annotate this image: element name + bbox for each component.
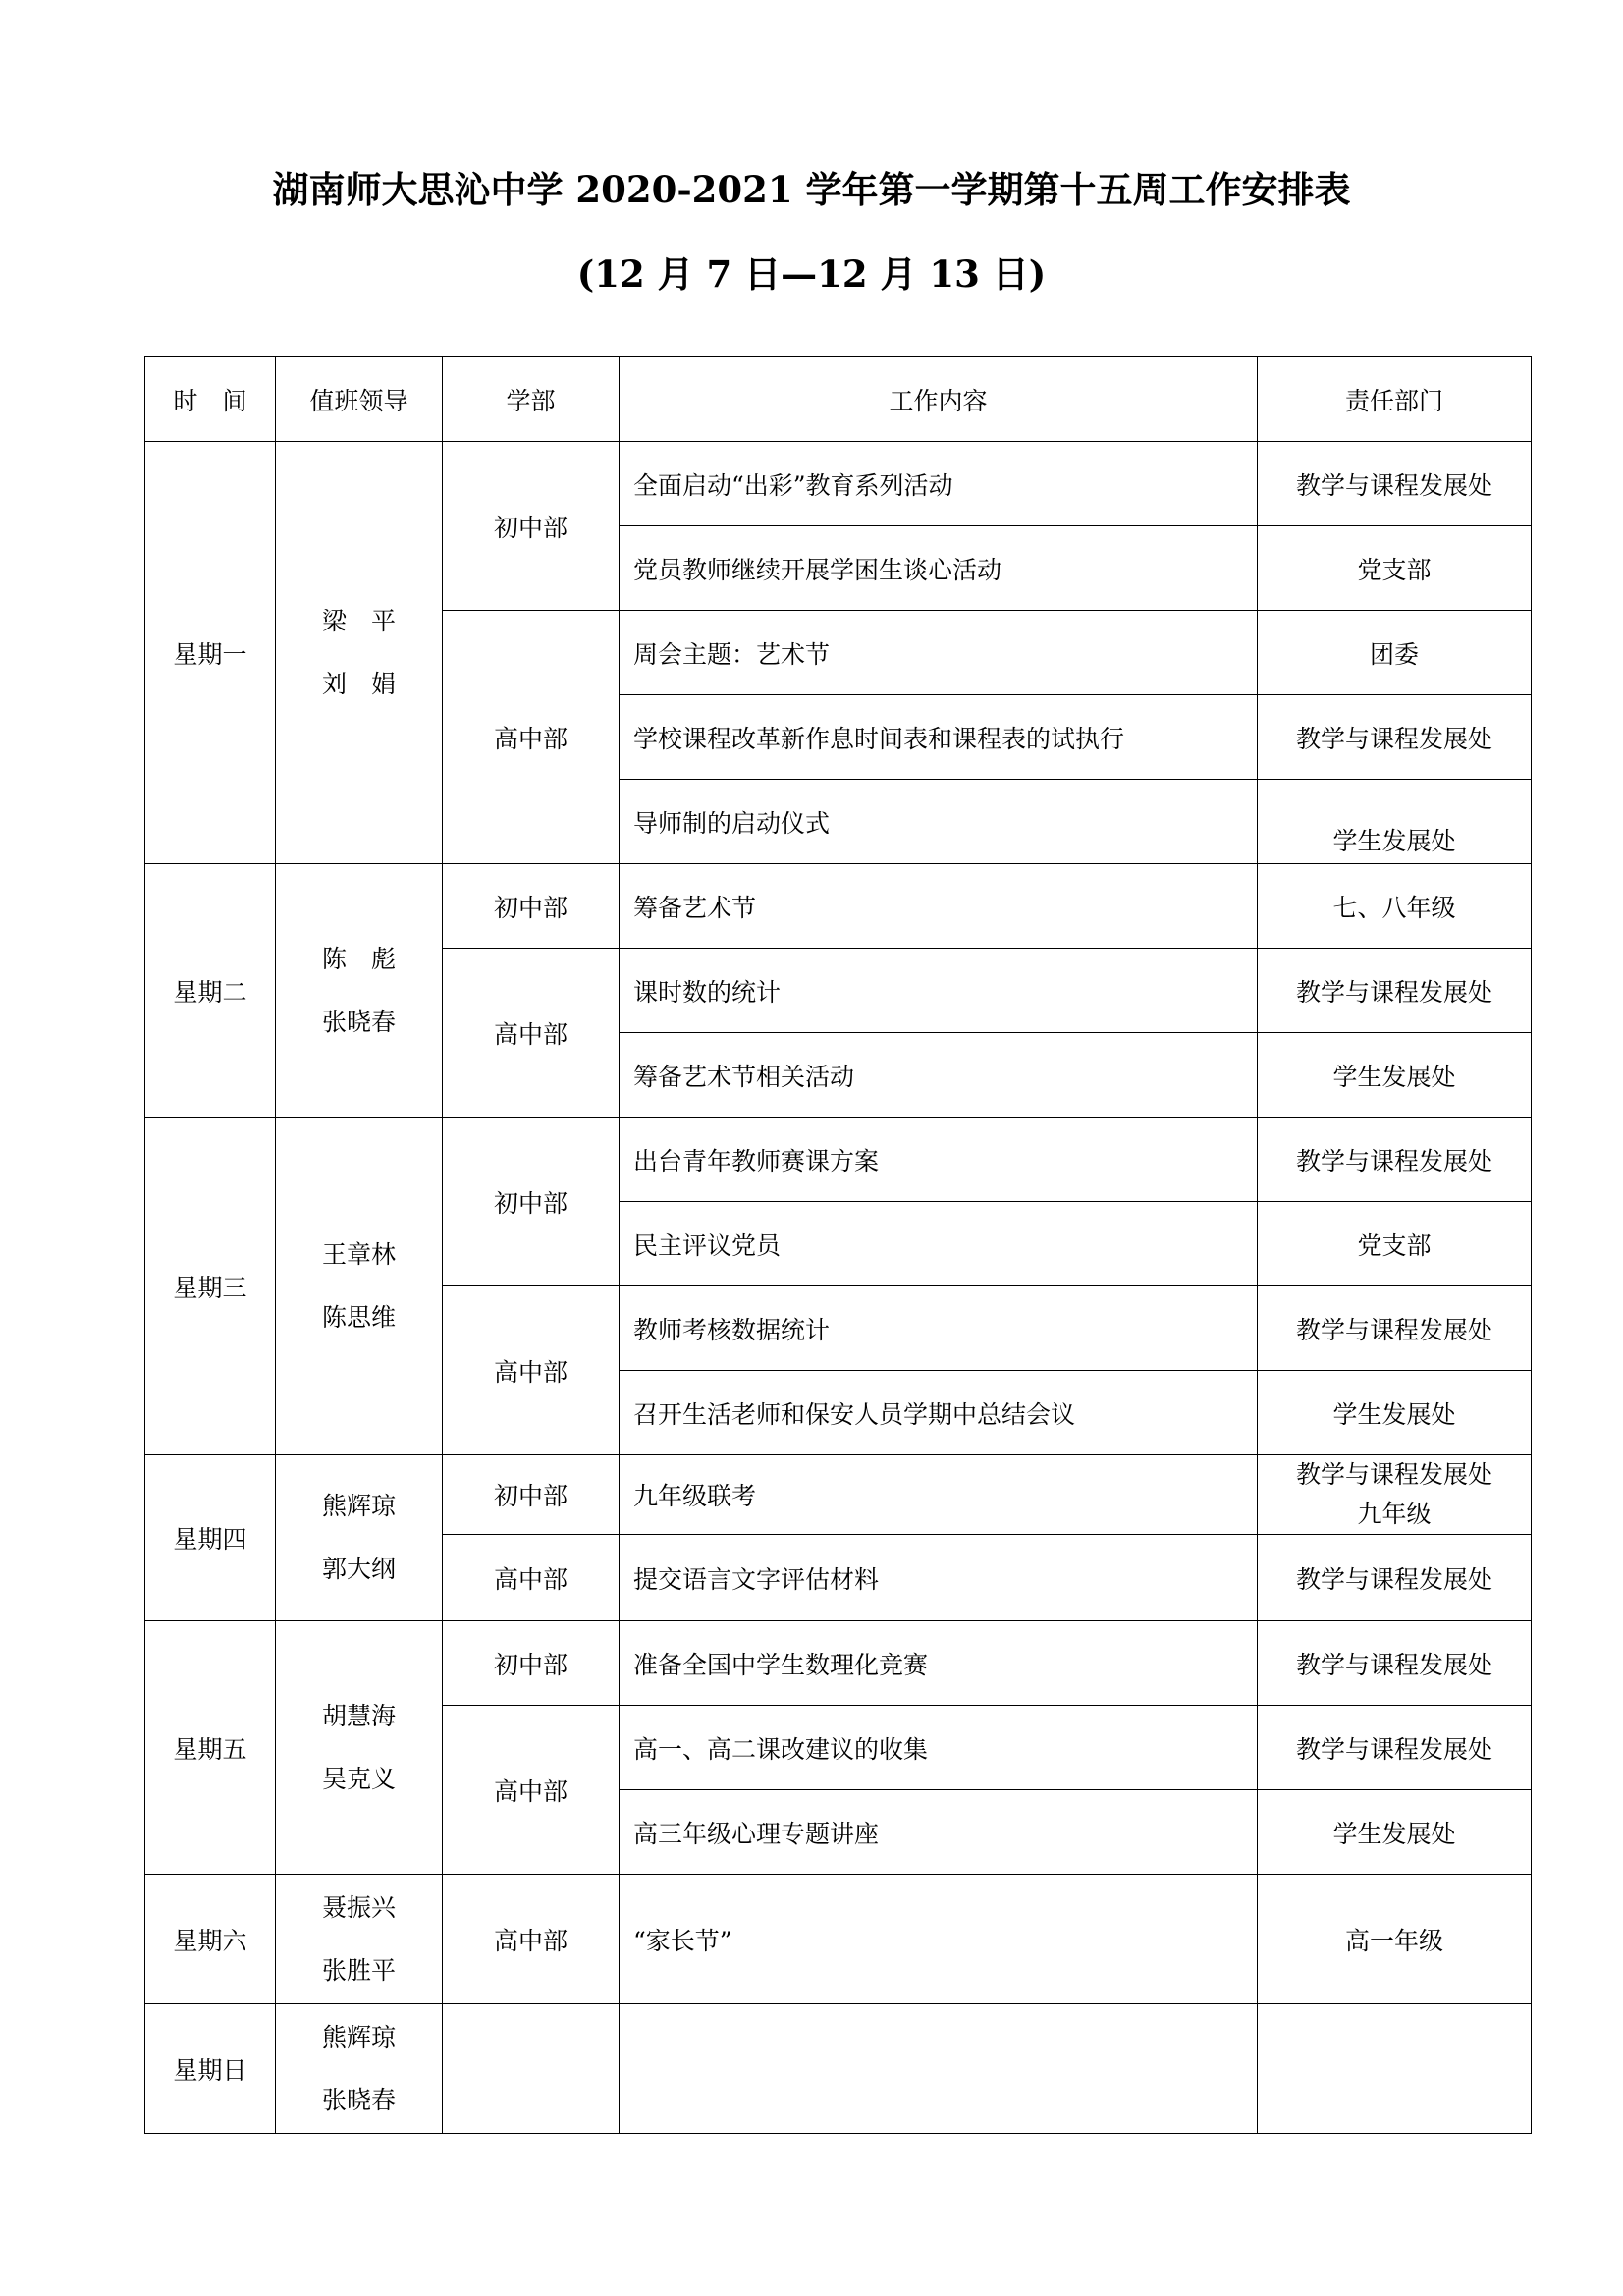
table-row	[145, 2004, 1532, 2134]
page-title: 湖南师大思沁中学 2020-2021 学年第一学期第十五周工作安排表	[272, 168, 1351, 211]
header-content: 工作内容	[620, 357, 1258, 442]
department-cell: 学生发展处	[1258, 1790, 1532, 1875]
division-cell: 高中部	[443, 1535, 620, 1621]
department-cell: 教学与课程发展处	[1258, 1535, 1532, 1621]
date-range: (12 月 7 日—12 月 13 日)	[576, 252, 1047, 296]
leader-name: 陈思维	[321, 1302, 396, 1332]
division-cell: 高中部	[443, 1706, 620, 1875]
content-cell: 导师制的启动仪式	[620, 780, 1258, 864]
content-cell: 筹备艺术节相关活动	[620, 1033, 1258, 1118]
leaders-cell	[276, 2004, 443, 2134]
schedule-table	[144, 356, 1532, 2134]
department-cell: 教学与课程发展处	[1258, 1286, 1532, 1371]
leader-name: 聂振兴	[321, 1892, 396, 1922]
leaders-cell	[276, 1875, 443, 2004]
department-cell: 教学与课程发展处	[1258, 949, 1532, 1033]
department-cell: 教学与课程发展处	[1258, 1118, 1532, 1202]
header-duty-leader: 值班领导	[276, 357, 443, 442]
division-cell: 高中部	[443, 949, 620, 1118]
content-cell: 召开生活老师和保安人员学期中总结会议	[620, 1371, 1258, 1455]
content-cell: 准备全国中学生数理化竞赛	[620, 1621, 1258, 1706]
division-cell: 初中部	[443, 1118, 620, 1286]
header-row	[145, 357, 1532, 442]
day-cell: 星期五	[145, 1621, 276, 1875]
department-cell: 党支部	[1258, 1202, 1532, 1286]
content-cell: 全面启动“出彩”教育系列活动	[620, 442, 1258, 526]
content-cell: 高一、高二课改建议的收集	[620, 1706, 1258, 1790]
leaders-cell	[276, 1455, 443, 1621]
leader-name: 熊辉琼	[321, 2022, 396, 2051]
header-time: 时 间	[145, 357, 276, 442]
division-cell: 初中部	[443, 864, 620, 949]
leaders-cell	[276, 864, 443, 1118]
content-cell: 党员教师继续开展学困生谈心活动	[620, 526, 1258, 611]
department-cell: 团委	[1258, 611, 1532, 695]
header-division: 学部	[443, 357, 620, 442]
department-cell: 教学与课程发展处	[1258, 695, 1532, 780]
leader-name: 张胜平	[321, 1955, 396, 1985]
division-cell: 高中部	[443, 611, 620, 864]
day-cell: 星期二	[145, 864, 276, 1118]
division-cell: 初中部	[443, 1455, 620, 1535]
leader-name: 张晓春	[321, 1007, 396, 1036]
day-cell: 星期六	[145, 1875, 276, 2004]
department-cell	[1258, 780, 1532, 864]
division-cell: 高中部	[443, 1875, 620, 2004]
day-cell: 星期日	[145, 2004, 276, 2134]
content-cell: 筹备艺术节	[620, 864, 1258, 949]
content-cell: 课时数的统计	[620, 949, 1258, 1033]
department-extra-text: 九年级	[1357, 1500, 1432, 1528]
leader-name: 刘 娟	[321, 669, 396, 698]
leader-name: 吴克义	[321, 1764, 396, 1793]
leader-name: 郭大纲	[321, 1555, 396, 1583]
table-row	[145, 864, 1532, 949]
department-cell: 高一年级	[1258, 1875, 1532, 2004]
leader-name: 胡慧海	[321, 1701, 396, 1730]
leaders-cell	[276, 442, 443, 864]
leader-name: 王章林	[321, 1239, 396, 1269]
department-cell: 学生发展处	[1258, 1371, 1532, 1455]
leaders-cell	[276, 1118, 443, 1455]
table-row	[145, 442, 1532, 526]
content-cell: 九年级联考	[620, 1455, 1258, 1535]
day-cell: 星期四	[145, 1455, 276, 1621]
content-cell: 出台青年教师赛课方案	[620, 1118, 1258, 1202]
table-row	[145, 1621, 1532, 1706]
leader-name: 梁 平	[321, 606, 396, 635]
content-cell: 民主评议党员	[620, 1202, 1258, 1286]
content-cell: “家长节”	[620, 1875, 1258, 2004]
content-cell: 周会主题：艺术节	[620, 611, 1258, 695]
table-row	[145, 1455, 1532, 1535]
content-cell: 提交语言文字评估材料	[620, 1535, 1258, 1621]
division-cell	[443, 2004, 620, 2134]
table-row	[145, 1875, 1532, 2004]
leader-name: 张晓春	[321, 2085, 396, 2114]
leaders-cell	[276, 1621, 443, 1875]
division-cell: 高中部	[443, 1286, 620, 1455]
division-cell: 初中部	[443, 442, 620, 611]
department-cell	[1258, 2004, 1532, 2134]
day-cell: 星期一	[145, 442, 276, 864]
day-cell: 星期三	[145, 1118, 276, 1455]
leader-name: 熊辉琼	[321, 1492, 396, 1520]
content-cell: 学校课程改革新作息时间表和课程表的试执行	[620, 695, 1258, 780]
department-text: 教学与课程发展处	[1295, 1460, 1492, 1489]
department-cell: 教学与课程发展处	[1258, 1621, 1532, 1706]
department-cell: 教学与课程发展处	[1258, 442, 1532, 526]
department-text: 学生发展处	[1332, 826, 1456, 855]
header-department: 责任部门	[1258, 357, 1532, 442]
table-row	[145, 1118, 1532, 1202]
department-cell: 教学与课程发展处	[1258, 1706, 1532, 1790]
content-cell: 教师考核数据统计	[620, 1286, 1258, 1371]
department-cell: 党支部	[1258, 526, 1532, 611]
content-cell: 高三年级心理专题讲座	[620, 1790, 1258, 1875]
content-cell	[620, 2004, 1258, 2134]
department-cell	[1258, 1455, 1532, 1535]
department-cell: 七、八年级	[1258, 864, 1532, 949]
division-cell: 初中部	[443, 1621, 620, 1706]
leader-name: 陈 彪	[321, 944, 396, 973]
department-cell: 学生发展处	[1258, 1033, 1532, 1118]
